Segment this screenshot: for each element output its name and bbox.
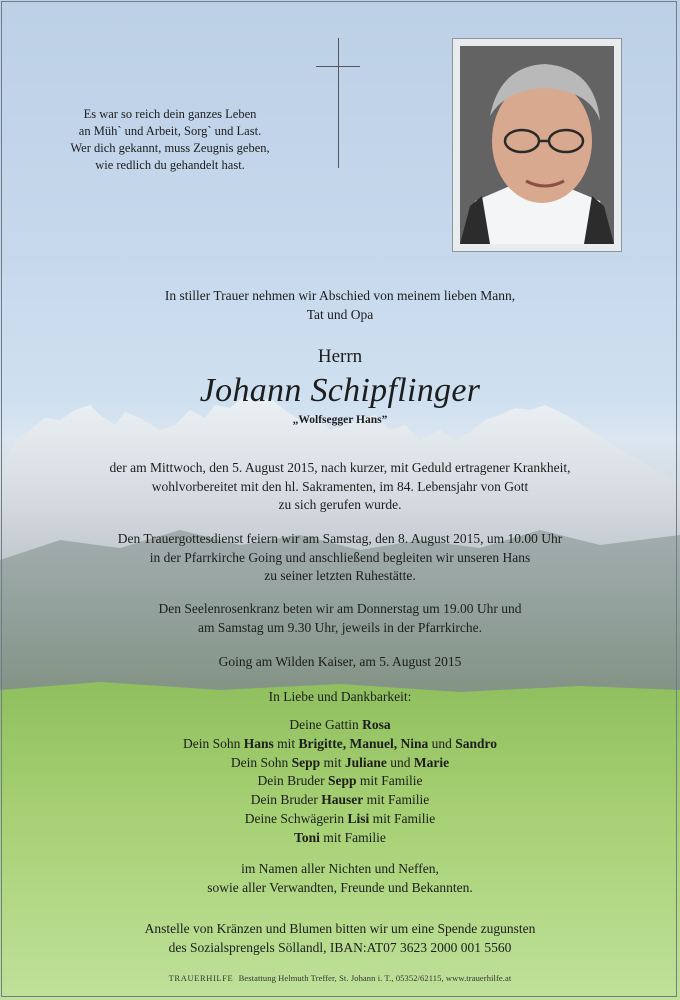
text-line: Den Trauergottesdienst feiern wir am Samstag, den 8. August 2015, um 10.00 Uhr	[117, 531, 563, 546]
family-line: Deine Schwägerin Lisi mit Familie	[244, 810, 436, 826]
text-line: zu sich gerufen wurde.	[278, 497, 402, 512]
text-line: des Sozialsprengels Söllandl, IBAN:AT07 3623 2000 001 5560	[168, 939, 512, 955]
text-line: wohlvorbereitet mit den hl. Sakramenten, im 84. Lebensjahr von Gott	[151, 478, 529, 494]
family-line: Dein Sohn Sepp mit Juliane und Marie	[230, 754, 450, 770]
intro-line: Tat und Opa	[306, 307, 374, 322]
rosary-notice	[0, 600, 680, 637]
cross-icon	[338, 38, 339, 168]
closing-text	[0, 860, 680, 898]
family-line: Dein Sohn Hans mit Brigitte, Manuel, Nina und Sandro	[182, 735, 498, 751]
text-line: am Samstag um 9.30 Uhr, jeweils in der Pfarrkirche.	[197, 619, 482, 635]
donation-request	[0, 920, 680, 958]
text-line: Anstelle von Kränzen und Blumen bitten wir um eine Spende zugunsten	[144, 921, 536, 936]
text-line: in der Pfarrkirche Going und anschließend begleiten wir unseren Hans	[149, 549, 531, 565]
verse-line: wie redlich du gehandelt hast.	[95, 158, 245, 172]
text-line: zu seiner letzten Ruhestätte.	[264, 568, 416, 583]
family-line: Dein Bruder Sepp mit Familie	[257, 773, 423, 789]
text-line: im Namen aller Nichten und Neffen,	[241, 861, 439, 876]
verse-line: Es war so reich dein ganzes Leben	[83, 107, 257, 121]
funeral-notice	[0, 530, 680, 586]
portrait-frame	[452, 38, 622, 252]
portrait-photo	[460, 46, 614, 244]
family-line: Deine Gattin Rosa	[289, 717, 391, 732]
intro-text	[0, 286, 680, 324]
portrait-illustration	[460, 46, 614, 244]
family-line: Toni mit Familie	[294, 829, 386, 845]
intro-line: In stiller Trauer nehmen wir Abschied von meinem lieben Mann,	[164, 288, 516, 303]
death-notice	[0, 459, 680, 515]
family-list	[0, 716, 680, 848]
salutation: Herrn	[317, 346, 363, 367]
nickname: „Wolfsegger Hans”	[292, 414, 388, 426]
family-line: Dein Bruder Hauser mit Familie	[250, 792, 430, 808]
text-line: sowie aller Verwandten, Freunde und Bekannten.	[207, 879, 473, 895]
footer	[0, 973, 680, 983]
deceased-name: Johann Schipflinger	[199, 372, 481, 409]
verse-line: an Müh` und Arbeit, Sorg` und Last.	[78, 124, 262, 138]
verse-line: Wer dich gekannt, muss Zeugnis geben,	[70, 141, 270, 155]
footer-text: Bestattung Helmuth Treffer, St. Johann i. T., 05352/62115, www.trauerhilfe.at	[238, 973, 512, 983]
cross-icon-bar	[316, 66, 360, 67]
memorial-verse	[40, 106, 300, 174]
text-line: der am Mittwoch, den 5. August 2015, nach kurzer, mit Geduld ertragener Krankheit,	[109, 460, 571, 475]
in-love-heading: In Liebe und Dankbarkeit:	[268, 689, 412, 704]
footer-brand: TRAUERHILFE	[168, 973, 234, 983]
place-date: Going am Wilden Kaiser, am 5. August 2015	[218, 654, 462, 669]
text-line: Den Seelenrosenkranz beten wir am Donnerstag um 19.00 Uhr und	[158, 601, 522, 616]
